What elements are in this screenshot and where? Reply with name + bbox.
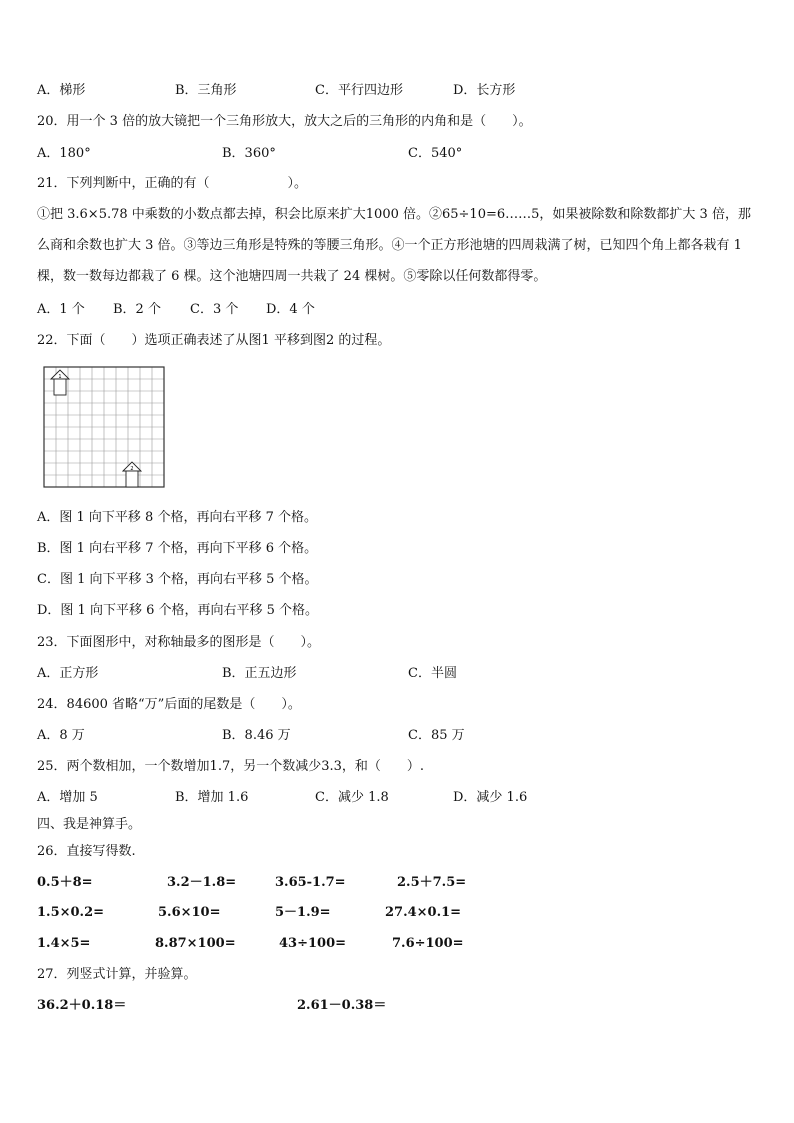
q20-option-c: C．540°	[408, 146, 463, 161]
q19-option-b: B．三角形	[175, 83, 237, 98]
q26-calc: 5.6×10=	[158, 905, 221, 920]
q26-calc: 3.2－1.8=	[167, 875, 237, 890]
q24-option-c: C．85 万	[408, 728, 465, 743]
q23-option-a: A．正方形	[37, 666, 99, 681]
q25-option-a: A．增加 5	[37, 790, 98, 805]
q24-option-b: B．8.46 万	[222, 728, 291, 743]
q21-statements: ①把 3.6×5.78 中乘数的小数点都去掉，积会比原来扩大1000 倍。②65÷10=6……5，如果被除数和除数都扩大 3 倍，那么商和余数也扩大 3 倍。③等边三角形是特殊的等腰三角形。④一个正方形池塘的四周栽满了树，已知四个角上都各栽有 1 棵，数一数每边都栽了 6 棵。这个池塘四周一共栽了 24 棵树。⑤零除以任何数都得零。	[37, 207, 751, 284]
q22-option-c: C．图 1 向下平移 3 个格，再向右平移 5 个格。	[37, 572, 318, 587]
q21-option-c: C．3 个	[190, 302, 239, 317]
q20-option-b: B．360°	[222, 146, 276, 161]
q26-calc: 7.6÷100=	[392, 936, 464, 951]
house-figure-2	[123, 462, 141, 487]
house-figure-1	[51, 370, 69, 395]
q21-option-b: B．2 个	[113, 302, 161, 317]
q25-option-c: C．减少 1.8	[315, 790, 389, 805]
q26-calc: 2.5＋7.5=	[397, 875, 467, 890]
q22-option-b: B．图 1 向右平移 7 个格，再向下平移 6 个格。	[37, 541, 318, 556]
q26-calc: 5－1.9=	[275, 905, 331, 920]
q25-stem: 25．两个数相加，一个数增加1.7，另一个数减少3.3，和（ ）.	[37, 759, 425, 774]
q23-option-b: B．正五边形	[222, 666, 297, 681]
q26-calc: 8.87×100=	[155, 936, 236, 951]
q22-option-d: D．图 1 向下平移 6 个格，再向右平移 5 个格。	[37, 603, 319, 618]
q22-stem: 22．下面（ ）选项正确表述了从图1 平移到图2 的过程。	[37, 333, 391, 348]
q26-calc: 3.65-1.7=	[275, 875, 346, 890]
q27-stem: 27．列竖式计算，并验算。	[37, 967, 197, 982]
q24-option-a: A．8 万	[37, 728, 85, 743]
q26-calc: 1.4×5=	[37, 936, 91, 951]
q23-option-c: C．半圆	[408, 666, 457, 681]
q23-stem: 23．下面图形中，对称轴最多的图形是（ ）。	[37, 635, 321, 650]
q21-stem: 21．下列判断中，正确的有（ ）。	[37, 176, 308, 191]
q21-option-d: D．4 个	[266, 302, 315, 317]
q19-option-c: C．平行四边形	[315, 83, 403, 98]
house-2-label: 2	[130, 466, 134, 472]
q26-calc: 43÷100=	[279, 936, 347, 951]
q26-stem: 26．直接写得数.	[37, 844, 136, 859]
q26-calc: 1.5×0.2=	[37, 905, 105, 920]
section-4-title: 四、我是神算手。	[37, 817, 142, 832]
q25-option-b: B．增加 1.6	[175, 790, 249, 805]
q20-stem: 20．用一个 3 倍的放大镜把一个三角形放大，放大之后的三角形的内角和是（ ）。	[37, 114, 532, 129]
q20-option-a: A．180°	[37, 146, 91, 161]
q27-item-2: 2.61－0.38＝	[297, 998, 387, 1013]
q19-option-d: D．长方形	[453, 83, 516, 98]
q21-option-a: A．1 个	[37, 302, 85, 317]
q25-option-d: D．减少 1.6	[453, 790, 528, 805]
q26-calc: 0.5＋8=	[37, 875, 93, 890]
q22-option-a: A．图 1 向下平移 8 个格，再向右平移 7 个格。	[37, 510, 317, 525]
house-1-label: 1	[58, 374, 62, 380]
translation-grid-figure	[43, 366, 167, 490]
q19-option-a: A．梯形	[37, 83, 86, 98]
q27-item-1: 36.2＋0.18＝	[37, 998, 127, 1013]
q24-stem: 24．84600 省略“万”后面的尾数是（ ）。	[37, 697, 301, 712]
q26-calc: 27.4×0.1=	[385, 905, 462, 920]
